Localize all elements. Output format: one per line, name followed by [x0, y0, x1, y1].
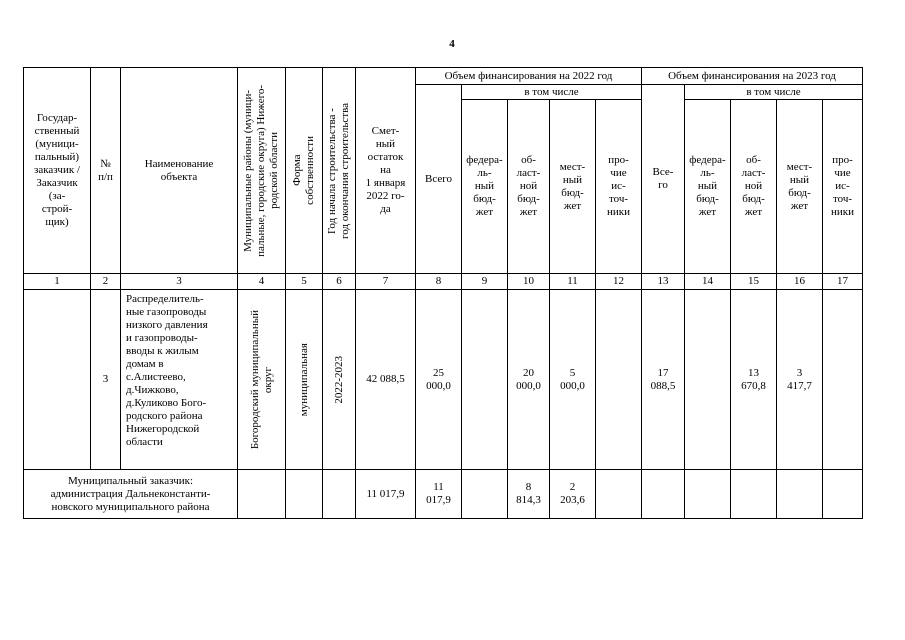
- summary-cell: [731, 470, 777, 519]
- header-other-2023: про- чие ис- точ- ники: [823, 100, 863, 274]
- row-district: Богородский муниципальный округ: [238, 290, 286, 470]
- col-number: 16: [777, 274, 823, 290]
- summary-cell: [685, 470, 731, 519]
- col-number: 11: [550, 274, 596, 290]
- table-row: [24, 290, 863, 470]
- header-years: Год начала строительства - год окончания строительства: [323, 68, 356, 274]
- summary-cell: [642, 470, 685, 519]
- row-local-2023: 3 417,7: [777, 290, 823, 470]
- summary-balance: 11 017,9: [356, 470, 416, 519]
- row-total-2023: 17 088,5: [642, 290, 685, 470]
- row-federal-2023: [685, 290, 731, 470]
- col-number: 2: [91, 274, 121, 290]
- header-other-2022: про- чие ис- точ- ники: [596, 100, 642, 274]
- col-number: 10: [508, 274, 550, 290]
- header-federal-2023: федера- ль- ный бюд- жет: [685, 100, 731, 274]
- summary-local-2022: 2 203,6: [550, 470, 596, 519]
- header-local-2022: мест- ный бюд- жет: [550, 100, 596, 274]
- header-fin-2022: Объем финансирования на 2022 год: [416, 68, 642, 85]
- row-other-2023: [823, 290, 863, 470]
- header-local-2023: мест- ный бюд- жет: [777, 100, 823, 274]
- header-incl-2022: в том числе: [462, 85, 642, 100]
- summary-label: Муниципальный заказчик: администрация Дальнеконстанти- новского муниципального района: [24, 470, 238, 519]
- row-regional-2023: 13 670,8: [731, 290, 777, 470]
- summary-row: [24, 470, 863, 519]
- col-number: 4: [238, 274, 286, 290]
- col-number: 8: [416, 274, 462, 290]
- summary-cell: [596, 470, 642, 519]
- col-number: 17: [823, 274, 863, 290]
- col-number: 7: [356, 274, 416, 290]
- header-total-2022: Всего: [416, 85, 462, 274]
- row-federal-2022: [462, 290, 508, 470]
- row-num: 3: [91, 290, 121, 470]
- row-ownership: муниципальная: [286, 290, 323, 470]
- header-balance: Смет- ный остаток на 1 января 2022 го- да: [356, 68, 416, 274]
- row-total-2022: 25 000,0: [416, 290, 462, 470]
- col-number: 12: [596, 274, 642, 290]
- col-number: 3: [121, 274, 238, 290]
- col-number: 5: [286, 274, 323, 290]
- col-number: 9: [462, 274, 508, 290]
- header-total-2023: Все- го: [642, 85, 685, 274]
- page-number: 4: [449, 38, 455, 50]
- row-years: 2022-2023: [323, 290, 356, 470]
- col-number: 15: [731, 274, 777, 290]
- header-regional-2023: об- ласт- ной бюд- жет: [731, 100, 777, 274]
- summary-cell: [323, 470, 356, 519]
- col-number: 6: [323, 274, 356, 290]
- header-num: № п/п: [91, 68, 121, 274]
- column-numbers-row: [24, 274, 863, 290]
- header-regional-2022: об- ласт- ной бюд- жет: [508, 100, 550, 274]
- header-customer: Государ- ственный (муници- пальный) заказчик / Заказчик (за- строй- щик): [24, 68, 91, 274]
- header-ownership: Форма собственности: [286, 68, 323, 274]
- financing-table: [23, 67, 863, 519]
- header-districts: Муниципальные районы (муници- пальные, городские округа) Нижего- родской области: [238, 68, 286, 274]
- row-balance: 42 088,5: [356, 290, 416, 470]
- summary-cell: [238, 470, 286, 519]
- header-incl-2023: в том числе: [685, 85, 863, 100]
- col-number: 13: [642, 274, 685, 290]
- row-regional-2022: 20 000,0: [508, 290, 550, 470]
- summary-regional-2022: 8 814,3: [508, 470, 550, 519]
- col-number: 1: [24, 274, 91, 290]
- summary-cell: [462, 470, 508, 519]
- header-fin-2023: Объем финансирования на 2023 год: [642, 68, 863, 85]
- summary-cell: [777, 470, 823, 519]
- summary-cell: [823, 470, 863, 519]
- row-other-2022: [596, 290, 642, 470]
- row-object-name: Распределитель- ные газопроводы низкого давления и газопроводы- вводы к жилым домам в с.Алистеево, д.Чижково, д.Куликово Бого- родского района Нижегородской области: [121, 290, 238, 470]
- row-local-2022: 5 000,0: [550, 290, 596, 470]
- col-number: 14: [685, 274, 731, 290]
- row-customer: [24, 290, 91, 470]
- summary-total-2022: 11 017,9: [416, 470, 462, 519]
- header-object-name: Наименование объекта: [121, 68, 238, 274]
- header-federal-2022: федера- ль- ный бюд- жет: [462, 100, 508, 274]
- summary-cell: [286, 470, 323, 519]
